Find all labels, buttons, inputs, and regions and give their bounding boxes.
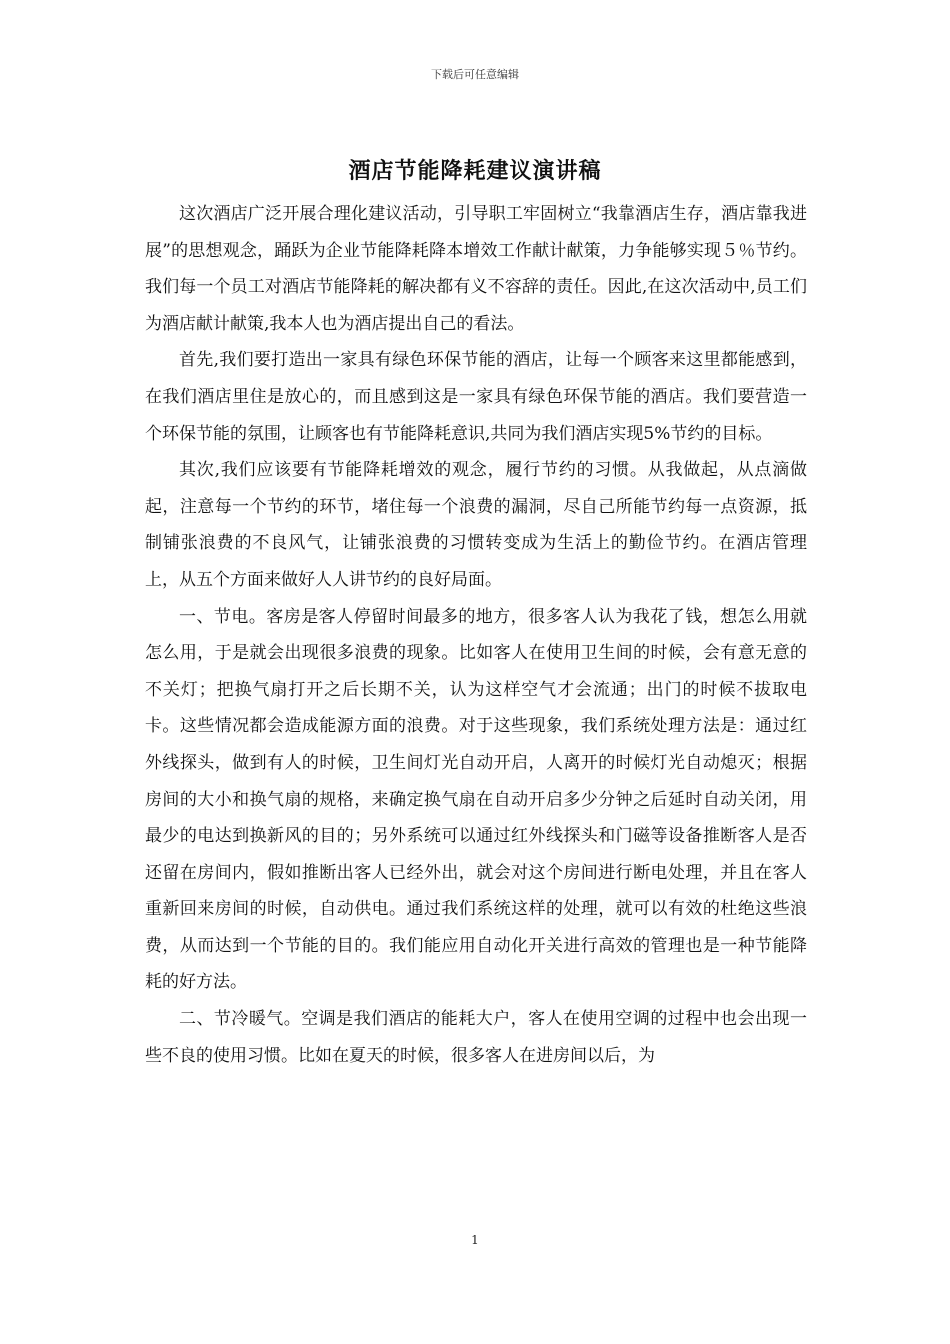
paragraph-first: 首先,我们要打造出一家具有绿色环保节能的酒店，让每一个顾客来这里都能感到，在我们酒店里住是放心的，而且感到这是一家具有绿色环保节能的酒店。我们要营造一个环保节能的氛围，让顾客也有节能降耗意识,共同为我们酒店实现5%节约的目标。 — [145, 350, 807, 444]
paragraph-second: 其次,我们应该要有节能降耗增效的观念，履行节约的习惯。从我做起，从点滴做起，注意每一个节约的环节，堵住每一个浪费的漏洞，尽自己所能节约每一点资源，抵制铺张浪费的不良风气，让铺张浪费的习惯转变成为生活上的勤俭节约。在酒店管理上，从五个方面来做好人人讲节约的良好局面。 — [145, 460, 807, 590]
document-title: 酒店节能降耗建议演讲稿 — [348, 158, 602, 184]
document-body — [145, 196, 807, 1074]
paragraph-electricity: 一、节电。客房是客人停留时间最多的地方，很多客人认为我花了钱，想怎么用就怎么用，于是就会出现很多浪费的现象。比如客人在使用卫生间的时候，会有意无意的不关灯；把换气扇打开之后长期不关，认为这样空气才会流通；出门的时候不拔取电卡。这些情况都会造成能源方面的浪费。对于这些现象，我们系统处理方法是：通过红外线探头，做到有人的时候，卫生间灯光自动开启，人离开的时候灯光自动熄灭；根据房间的大小和换气扇的规格，来确定换气扇在自动开启多少分钟之后延时自动关闭，用最少的电达到换新风的目的；另外系统可以通过红外线探头和门磁等设备推断客人是否还留在房间内，假如推断出客人已经外出，就会对这个房间进行断电处理，并且在客人重新回来房间的时候，自动供电。通过我们系统这样的处理，就可以有效的杜绝这些浪费，从而达到一个节能的目的。我们能应用自动化开关进行高效的管理也是一种节能降耗的好方法。 — [145, 606, 807, 993]
paragraph-intro: 这次酒店广泛开展合理化建议活动，引导职工牢固树立“我靠酒店生存，酒店靠我进展”的思想观念，踊跃为企业节能降耗降本增效工作献计献策，力争能够实现５％节约。我们每一个员工对酒店节能降耗的解决都有义不容辞的责任。因此,在这次活动中,员工们为酒店献计献策,我本人也为酒店提出自己的看法。 — [145, 204, 807, 334]
paragraph-air-conditioning: 二、节冷暖气。空调是我们酒店的能耗大户，客人在使用空调的过程中也会出现一些不良的使用习惯。比如在夏天的时候，很多客人在进房间以后，为 — [145, 1009, 807, 1066]
page-number: 1 — [471, 1233, 479, 1247]
page-header-note: 下载后可任意编辑 — [431, 68, 519, 81]
